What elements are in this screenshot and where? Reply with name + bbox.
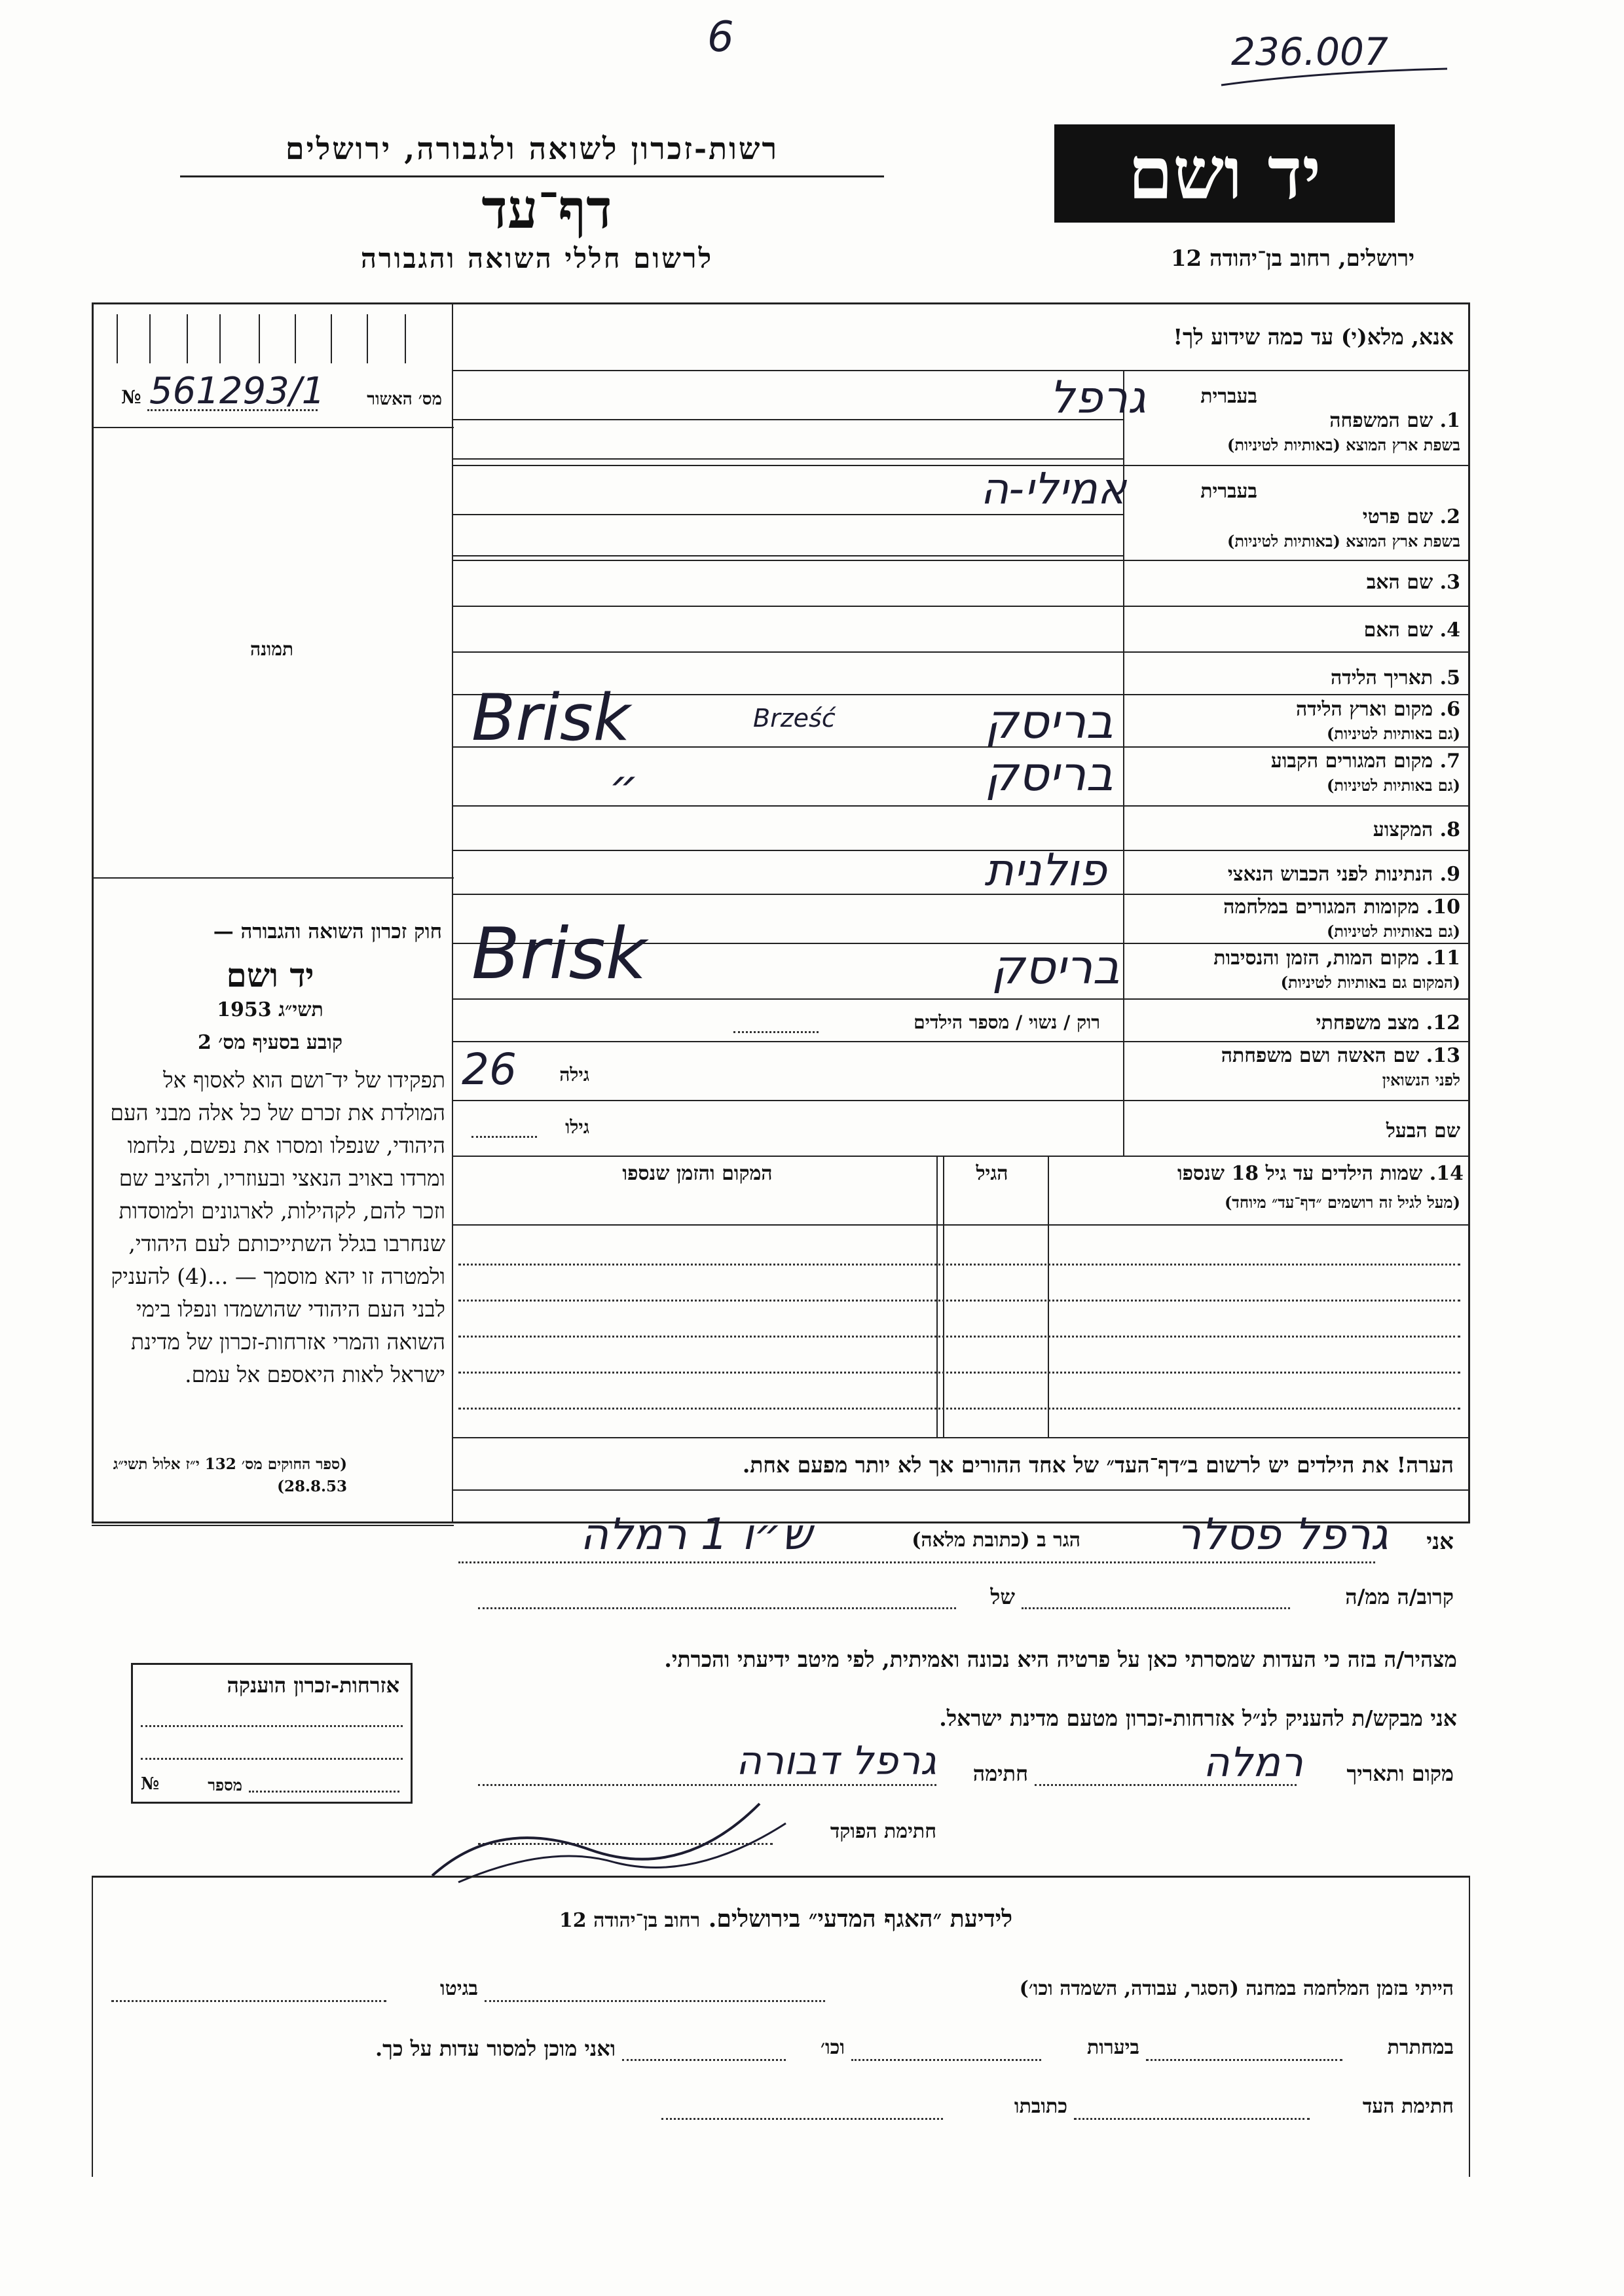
law-title: חוק זכרון השואה והגבורה — xyxy=(213,920,442,943)
children-sub: (מעל לגיל זה רושמים ״דף־עד״ מיוחד) xyxy=(1224,1193,1460,1212)
approval-number: 561293/1 xyxy=(149,370,325,412)
place-date-dots xyxy=(1035,1784,1297,1786)
field-13-label-text: שם האשה ושם משפחתה xyxy=(1221,1044,1420,1067)
notice-line2-b: ביערות xyxy=(1086,2036,1139,2059)
notice-line1-dots-b xyxy=(111,2000,386,2002)
request-text: אני מבקש/ת להעניק לנ״ל אזרחות-זכרון מטעם מדינת ישראל. xyxy=(939,1705,1457,1731)
field-husband-age-label: גילו xyxy=(565,1116,589,1138)
field-6-label-text: מקום וארץ הלידה xyxy=(1295,698,1433,721)
field-6-num: 6. xyxy=(1439,698,1460,721)
notice-line3-b: כתובתו xyxy=(1014,2095,1067,2118)
children-dots-3 xyxy=(458,1336,1460,1338)
field-6-value-extra: Brześć xyxy=(753,704,836,733)
file-number: 236.007 xyxy=(1231,29,1388,74)
citizenship-dots-1 xyxy=(141,1725,403,1727)
approval-no-sign: № xyxy=(121,386,141,408)
notice-line2-dots-b xyxy=(851,2059,1041,2061)
citizenship-number-label: מספר xyxy=(208,1776,242,1795)
f2-line-a xyxy=(452,514,1123,515)
f1-line-b xyxy=(452,458,1123,460)
children-bottom-line xyxy=(452,1437,1470,1438)
field-4-label-text: שם האם xyxy=(1363,619,1433,642)
f9-line xyxy=(452,894,1470,895)
page-title: דף־עד xyxy=(481,178,612,241)
law-source: (ספר החוקים מס׳ 132 י״ז אלול תשי״ג 28.8.53) xyxy=(113,1455,347,1495)
of-dots xyxy=(478,1607,956,1609)
field-10-num: 10. xyxy=(1426,896,1460,919)
note-text: הערה! את הילדים יש לרשום ב״דף־העד״ של אחד ההורים אך לא יותר מפעם אחת. xyxy=(742,1452,1454,1478)
field-10-label-text: מקומות המגורים במלחמה xyxy=(1223,896,1420,919)
field-4-label xyxy=(1130,619,1460,642)
authority-underline xyxy=(180,175,884,177)
left-column-divider xyxy=(452,302,453,1523)
f12-line xyxy=(452,1041,1470,1042)
approval-label: מס׳ האשור xyxy=(367,390,442,409)
notice-line2-dots-c xyxy=(622,2059,786,2061)
approval-dots xyxy=(147,409,318,411)
field-7-label xyxy=(1130,750,1460,773)
law-name: יד ושם xyxy=(226,956,314,994)
field-8-label-text: המקצוע xyxy=(1373,818,1433,841)
field-11-sub: (המקום גם באותיות לטיניות) xyxy=(1280,973,1460,992)
field-2-sub: בשפת ארץ המוצא (באותיות לטיניות) xyxy=(1227,532,1460,551)
field-12-label xyxy=(1130,1011,1460,1034)
field-12-num: 12. xyxy=(1426,1011,1460,1034)
field-9-value[interactable]: פולנית xyxy=(984,845,1107,896)
children-row-line xyxy=(452,1224,1470,1226)
law-year-num: 1953 xyxy=(217,998,272,1021)
left-col-bottom-line xyxy=(92,1525,454,1526)
field-1-sub: בשפת ארץ המוצא (באותיות לטיניות) xyxy=(1227,435,1460,454)
field-3-label xyxy=(1130,571,1460,594)
notice-line2-c: וכו׳ xyxy=(821,2036,845,2059)
field-10-sub: (גם באותיות לטיניות) xyxy=(1326,922,1460,941)
field-12-label-text: מצב משפחתי xyxy=(1316,1011,1420,1034)
of-label: של xyxy=(990,1584,1015,1609)
signature-label: חתימה xyxy=(972,1761,1028,1786)
children-col-b2 xyxy=(936,1156,938,1437)
field-7-value-extra: ״ xyxy=(609,759,639,813)
children-header-text: שמות הילדים עד גיל 18 שנספו xyxy=(1177,1162,1423,1185)
field-1-label-text: שם המשפחה xyxy=(1329,409,1433,432)
authority-name: רשות-זכרון לשואה ולגבורה, ירושלים xyxy=(285,131,779,166)
notice-line2-end: ואני מוכן למסור עדות על כך. xyxy=(375,2036,616,2061)
notice-line3-dots-a xyxy=(1074,2118,1310,2120)
declaration-name[interactable]: גרפל פסלר xyxy=(1177,1509,1388,1559)
law-year-he: תשי״ג xyxy=(278,998,323,1021)
file-number-underline xyxy=(1218,65,1454,92)
field-13-num: 13. xyxy=(1426,1044,1460,1067)
field-7-value[interactable]: בריסק xyxy=(984,746,1113,801)
children-dots-1 xyxy=(458,1264,1460,1266)
place-date-label: מקום ותאריך xyxy=(1346,1761,1454,1786)
place-date-value[interactable]: רמלה xyxy=(1203,1738,1303,1786)
field-3-label-text: שם האב xyxy=(1366,571,1433,594)
law-title-text: חוק זכרון השואה והגבורה xyxy=(240,920,442,943)
field-1-num: 1. xyxy=(1439,409,1460,432)
field-5-num: 5. xyxy=(1439,666,1460,689)
field-8-label xyxy=(1130,818,1460,841)
children-dots-2 xyxy=(458,1300,1460,1302)
notice-line1-dots-a xyxy=(485,2000,825,2002)
notice-title: לידיעת ״האגף המדעי״ בירושלים. xyxy=(708,1905,1013,1933)
children-dots-4 xyxy=(458,1372,1460,1374)
relative-dots xyxy=(1022,1607,1290,1609)
field-7-num: 7. xyxy=(1439,750,1460,773)
official-sig-label: חתימת הפוקד xyxy=(830,1820,936,1843)
field-12-dots xyxy=(733,1031,819,1033)
f7-line xyxy=(452,805,1470,807)
field-7-sub: (גם באותיות לטיניות) xyxy=(1326,776,1460,795)
field-1-value[interactable]: גרפל xyxy=(1049,372,1146,424)
field-9-num: 9. xyxy=(1439,863,1460,886)
law-text: תפקידו של יד־ושם הוא לאסוף אל המולדת את זכרם של כל אלה מבני העם היהודי, שנפלו ומסרו את נפשם, נלחמו ומרדו באויב הנאצי ובעוזריו, ולהציב שם וזכר להם, לקהילות, לארגונים ולמוסדות שנחרבו בגלל השתייכותם לעם היהודי, ולמטרה זו יהא מוסמך — ...(4) להעניק לבני העם היהודי שהושמדו ונפלו בימי השואה והמרי אזרחות-זכרון של מדינת ישראל לאות היאספם אל עמם. xyxy=(110,1067,445,1387)
notice-line3-a: חתימת העד xyxy=(1362,2095,1454,2118)
children-dots-5 xyxy=(458,1408,1460,1410)
citizenship-title: אזרחות-זכרון הוענקה xyxy=(227,1673,399,1698)
field-5-label-text: תאריך הלידה xyxy=(1331,666,1433,689)
notice-line1-text: הייתי בזמן המלחמה במחנה (הסגר, עבודה, השמדה וכו׳) xyxy=(1019,1977,1454,2000)
page-subtitle: לרשום חללי השואה והגבורה xyxy=(360,242,714,274)
field-9-label-text: הנתינות לפני הכבוש הנאצי xyxy=(1227,863,1433,886)
signature-value[interactable]: גרפל דבורה xyxy=(735,1738,936,1784)
header-address: ירושלים, רחוב בן־יהודה 12 xyxy=(1170,246,1414,272)
f13-line xyxy=(452,1100,1470,1101)
f4-line xyxy=(452,651,1470,653)
children-place-header: המקום והזמן שנספו xyxy=(622,1162,773,1185)
notice-line1-end: בגיטו xyxy=(439,1977,478,2000)
declaration-address[interactable]: ש״ו 1 רמלה xyxy=(580,1509,812,1559)
children-num: 14. xyxy=(1429,1162,1464,1185)
field-2-value[interactable]: אמילי-ה xyxy=(980,464,1126,514)
field-11-num: 11. xyxy=(1426,947,1460,970)
field-2-num: 2. xyxy=(1439,505,1460,528)
f2-line-c xyxy=(452,560,1470,561)
notice-line2-dots-a xyxy=(1146,2059,1342,2061)
field-13-age-label: גילה xyxy=(559,1064,589,1085)
f14-line xyxy=(452,1156,1470,1157)
field-6-sub: (גם באותיות לטיניות) xyxy=(1326,724,1460,743)
notice-address: רחוב בן־יהודה 12 xyxy=(559,1909,701,1932)
declaration-address-label: הגר ב (כתובת מלאה) xyxy=(912,1529,1080,1552)
relative-label: קרוב/ה ממ/ה xyxy=(1345,1584,1454,1609)
approval-line xyxy=(92,427,454,428)
field-12-extra: רוק / נשוי / מספר הילדים xyxy=(913,1011,1100,1033)
note-line xyxy=(452,1489,1470,1491)
notice-line2-a: במחתרת xyxy=(1387,2036,1454,2059)
citizenship-number-dots xyxy=(249,1791,399,1793)
field-2-label xyxy=(1130,505,1460,528)
field-6-value[interactable]: בריסק xyxy=(984,694,1113,749)
field-13-label xyxy=(1130,1044,1460,1067)
instruction-line xyxy=(452,370,1470,371)
field-3-num: 3. xyxy=(1439,571,1460,594)
field-husband-age-dots xyxy=(471,1136,537,1138)
field-1-lang: בעברית xyxy=(1200,385,1257,408)
yad-vashem-logo xyxy=(1054,124,1395,223)
photo-label: תמונה xyxy=(249,638,294,660)
field-11-label xyxy=(1130,947,1460,970)
field-9-label xyxy=(1130,863,1460,886)
field-2-lang: בעברית xyxy=(1200,480,1257,503)
field-8-num: 8. xyxy=(1439,818,1460,841)
sheet-letter: 6 xyxy=(707,13,734,62)
field-13-age-value[interactable]: 26 xyxy=(462,1044,517,1095)
field-6-label xyxy=(1130,698,1460,721)
f2-line-b xyxy=(452,555,1123,556)
notice-title-row xyxy=(393,1905,1179,1933)
children-col-b xyxy=(943,1156,944,1437)
children-age-header: הגיל xyxy=(976,1162,1008,1185)
f3-line xyxy=(452,606,1470,607)
notice-line3-dots-b xyxy=(661,2118,943,2120)
law-section: קובע בסעיף מס׳ 2 xyxy=(197,1031,343,1054)
field-5-label xyxy=(1130,666,1460,689)
f11-line xyxy=(452,998,1470,1000)
field-10-label xyxy=(1130,896,1460,919)
f1-line-a xyxy=(452,419,1123,420)
field-11-value-latin[interactable]: Brisk xyxy=(471,913,647,995)
citizenship-dots-2 xyxy=(141,1758,403,1760)
law-year xyxy=(98,998,442,1021)
field-11-label-text: מקום המות, הזמן והנסיבות xyxy=(1213,947,1420,970)
field-husband-label: שם הבעל xyxy=(1386,1120,1460,1142)
children-header xyxy=(1058,1162,1464,1185)
logo-text: יד ושם xyxy=(1128,131,1321,215)
declaration-ani: אני xyxy=(1426,1529,1454,1555)
field-6-value-latin[interactable]: Brisk xyxy=(471,681,631,756)
field-11-value[interactable]: בריסק xyxy=(991,939,1120,994)
instruction-text: אנא, מלא(י) עד כמה שידוע לך! xyxy=(1173,324,1454,350)
field-7-label-text: מקום המגורים הקבוע xyxy=(1270,750,1433,773)
children-col-a xyxy=(1048,1156,1049,1437)
affirm-text: מצהיר/ה בזה כי העדות שמסרתי כאן על פרטיה היא נכונה ואמיתית, לפי מיטב ידיעתי והכרתי. xyxy=(664,1647,1457,1672)
field-2-label-text: שם פרטי xyxy=(1362,505,1433,528)
field-1-label xyxy=(1130,409,1460,432)
declaration-line-1 xyxy=(458,1561,1375,1563)
citizenship-no: № xyxy=(141,1774,160,1794)
field-4-num: 4. xyxy=(1439,619,1460,642)
field-13-sub: לפני הנשואין xyxy=(1382,1070,1460,1089)
photo-bottom-line xyxy=(92,877,454,879)
